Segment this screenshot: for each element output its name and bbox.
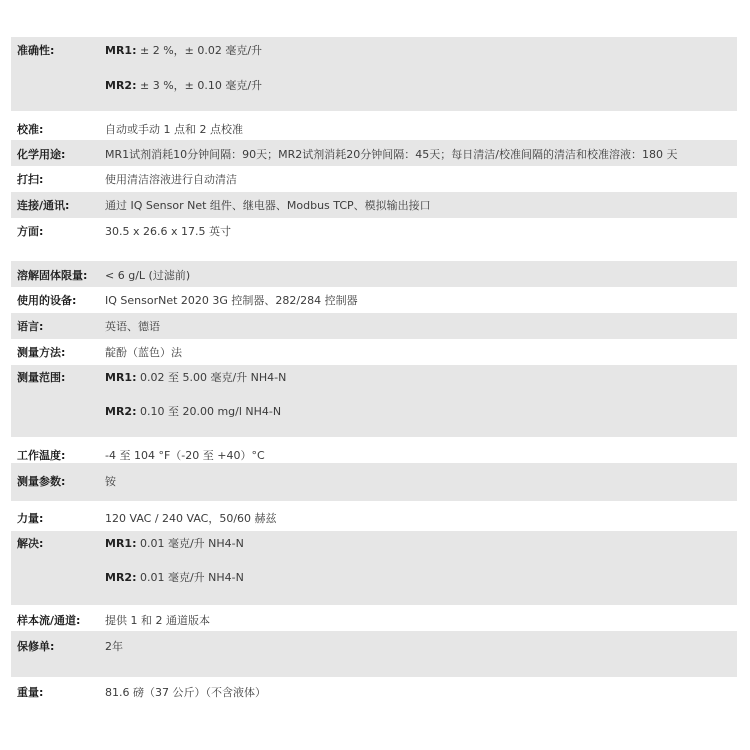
spec-value: 自动或手动 1 点和 2 点校准 <box>105 123 243 136</box>
spec-row-method <box>11 339 737 365</box>
spec-row-power <box>11 504 737 531</box>
spec-label: 测量范围: <box>17 371 66 384</box>
spec-value: 靛酚（蓝色）法 <box>105 346 182 359</box>
spec-row-dissolved-solids <box>11 261 737 287</box>
spec-label: 力量: <box>17 512 44 525</box>
spec-row-operating-temperature <box>11 437 737 463</box>
spec-value: 提供 1 和 2 通道版本 <box>105 614 210 627</box>
spec-value: 81.6 磅（37 公斤）（不含液体） <box>105 686 266 699</box>
spec-sub-value: 0.02 至 5.00 毫克/升 NH4-N <box>136 371 287 384</box>
spec-label: 保修单: <box>17 640 55 653</box>
spec-sub-label: MR2: <box>105 79 137 92</box>
spec-row-measuring-range <box>11 365 737 437</box>
spec-value: -4 至 104 °F（-20 至 +40）°C <box>105 449 265 462</box>
spec-value: 英语、德语 <box>105 320 160 333</box>
spec-label: 化学用途: <box>17 148 66 161</box>
spec-label: 准确性: <box>17 44 55 57</box>
spec-value: 铵 <box>105 475 116 488</box>
spec-label: 使用的设备: <box>17 294 77 307</box>
spec-sub-label: MR2: <box>105 405 137 418</box>
spec-sub-value: ± 2 %，± 0.02 毫克/升 <box>136 44 263 57</box>
spec-label: 打扫: <box>17 173 44 186</box>
spec-value-line <box>105 569 244 585</box>
spec-value-line <box>105 77 262 93</box>
spec-value-line <box>105 369 286 385</box>
spec-value: 通过 IQ Sensor Net 组件、继电器、Modbus TCP、模拟输出接口 <box>105 199 431 212</box>
spec-row-weight <box>11 677 737 707</box>
spec-row-resolution <box>11 531 737 605</box>
spec-row-warranty <box>11 631 737 677</box>
spec-value: MR1试剂消耗10分钟间隔：90天；MR2试剂消耗20分钟间隔：45天；每日清洁/校准间隔的清洁和校准溶液：180 天 <box>105 148 678 161</box>
spec-sub-label: MR1: <box>105 44 137 57</box>
spec-label: 解决: <box>17 537 44 550</box>
spec-value: 使用清洁溶液进行自动清洁 <box>105 173 237 186</box>
spec-sub-value: 0.01 毫克/升 NH4-N <box>136 571 244 584</box>
spec-value: 30.5 x 26.6 x 17.5 英寸 <box>105 225 231 238</box>
spec-row-sample-channels <box>11 605 737 631</box>
spec-spacer <box>11 244 737 261</box>
spec-label: 校准: <box>17 123 44 136</box>
spec-row-calibration <box>11 117 737 140</box>
spec-label: 测量方法: <box>17 346 66 359</box>
spec-label: 样本流/通道: <box>17 614 81 627</box>
spec-sub-label: MR1: <box>105 537 137 550</box>
spec-label: 重量: <box>17 686 44 699</box>
spec-value-line <box>105 42 262 58</box>
spec-value-line <box>105 403 281 419</box>
spec-row-languages <box>11 313 737 339</box>
spec-label: 溶解固体限量: <box>17 269 88 282</box>
spec-label: 测量参数: <box>17 475 66 488</box>
spec-row-devices <box>11 287 737 313</box>
spec-label: 方面: <box>17 225 44 238</box>
spec-value-line <box>105 535 244 551</box>
spec-value: 120 VAC / 240 VAC，50/60 赫兹 <box>105 512 277 525</box>
spec-sub-label: MR2: <box>105 571 137 584</box>
spec-row-chemistry <box>11 140 737 166</box>
spec-row-cleaning <box>11 166 737 192</box>
spec-label: 连接/通讯: <box>17 199 70 212</box>
spec-value: 2年 <box>105 640 123 653</box>
spec-table <box>11 37 737 707</box>
spec-row-connectivity <box>11 192 737 218</box>
spec-row-dimensions <box>11 218 737 244</box>
spec-sub-value: ± 3 %，± 0.10 毫克/升 <box>136 79 263 92</box>
spec-label: 工作温度: <box>17 449 66 462</box>
spec-label: 语言: <box>17 320 44 333</box>
spec-row-parameter <box>11 463 737 501</box>
spec-row-accuracy <box>11 37 737 111</box>
spec-value: IQ SensorNet 2020 3G 控制器、282/284 控制器 <box>105 294 358 307</box>
spec-sub-value: 0.10 至 20.00 mg/l NH4-N <box>136 405 282 418</box>
spec-sub-label: MR1: <box>105 371 137 384</box>
spec-sub-value: 0.01 毫克/升 NH4-N <box>136 537 244 550</box>
spec-value: < 6 g/L (过滤前) <box>105 269 191 282</box>
